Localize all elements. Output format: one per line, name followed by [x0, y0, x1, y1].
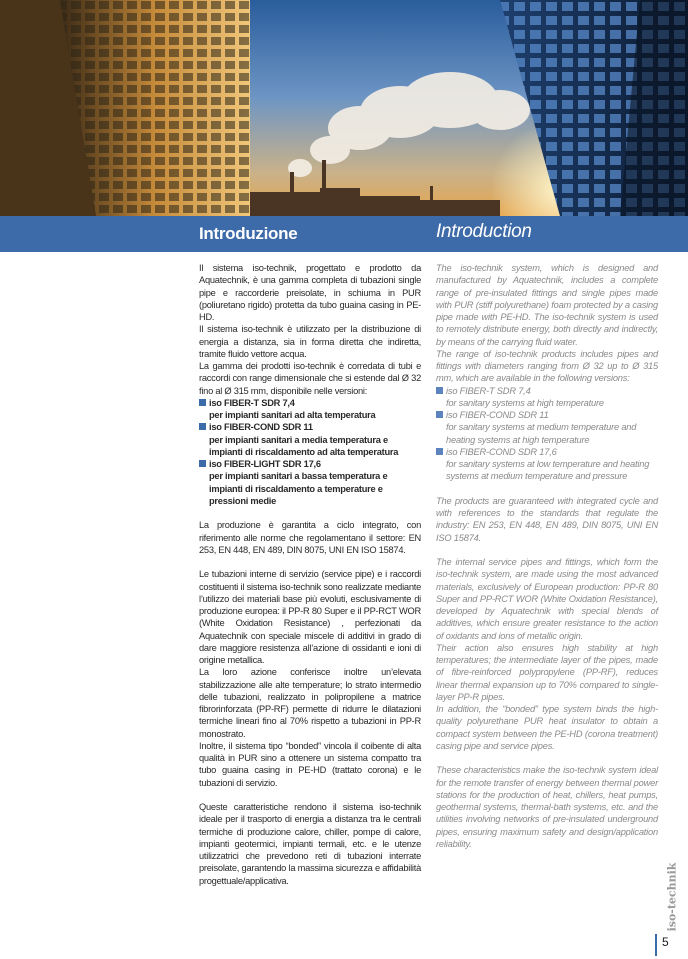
paragraph: Il sistema iso-technik, progettato e prodotto da Aquatechnik, è una gamma completa di tubazioni single pipe e raccorderie preisolate, in schiuma in PUR (poliuretano rigido) protetta da tubo guaina casing in PE-HD.: [199, 263, 421, 322]
page-number-rule: [655, 934, 657, 956]
version-item: [436, 409, 658, 446]
bullet-square-icon: [199, 423, 206, 430]
paragraph: Il sistema iso-technik è utilizzato per la distribuzione di energia a distanza, sia in forma diretta che indiretta, tramite fluido vettore acqua.: [199, 324, 421, 359]
paragraph: Queste caratteristiche rendono il sistema iso-technik ideale per il trasporto di energia a distanza tra le centrali termiche di produzione calore, chiller, pompe di calore, impianti geotermici, impianti termali, etc. e le utenze utilizzatrici che prevedono reti di tubazioni interrate preisolate, garantendo la massima sicurezza e affidabilità progettuale/applicativa.: [199, 802, 421, 886]
bullet-square-icon: [436, 411, 443, 418]
version-desc: for sanitary systems at low temperature and heating systems at medium temperature and pressure: [446, 459, 650, 482]
italian-column: [199, 262, 421, 887]
paragraph: These characteristics make the iso-technik system ideal for the remote transfer of energy between thermal power stations for the production of heat, chillers, heat pumps, geothermal systems, thermal-bath systems, etc. and the utilities involving networks of pre-insulated underground pipes, ensuring maximum safety and design/application reliability.: [436, 765, 658, 849]
version-desc: per impianti sanitari a bassa temperatura e impianti di riscaldamento a temperature e pressioni medie: [209, 471, 388, 506]
english-column: [436, 262, 658, 850]
hero-photo: [0, 0, 688, 216]
version-title: iso FIBER-COND SDR 17,6: [446, 446, 557, 457]
bullet-square-icon: [199, 399, 206, 406]
paragraph: La gamma dei prodotti iso-technik è corredata di tubi e raccordi con range dimensionale che si estende dal Ø 32 fino al Ø 315 mm, disponibile nelle versioni:: [199, 361, 421, 396]
version-item: [199, 421, 421, 458]
version-desc: for sanitary systems at high temperature: [446, 397, 604, 408]
page-number: 5: [662, 935, 669, 949]
paragraph: The iso-technik system, which is designed and manufactured by Aquatechnik, includes a complete range of pre-insulated fittings and single pipes made with PUR (stiff polyurethane) foam protected by a casing pipe made with PE-HD. The iso-technik system is used to remotely distribute energy, both directly and indirectly, by means of the carrying fluid water.: [436, 263, 658, 347]
paragraph: La loro azione conferisce inoltre un’elevata stabilizzazione alle alte temperature; lo strato intermedio delle tubazioni, realizzato in polipropilene a matrice fibrorinforzata (PP-RF) permette di ridurre le dilatazioni termiche lineari fino al 70% rispetto a tubazioni in PP-R monostrato.: [199, 667, 421, 739]
version-title: iso FIBER-T SDR 7,4: [446, 385, 531, 396]
version-title: iso FIBER-COND SDR 11: [209, 422, 313, 433]
section-header-band: [0, 216, 688, 252]
paragraph: Their action also ensures high stability at high temperatures; the intermediate layer of the pipes, made of fibre-reinforced polypropylene (PP-RF), reduces linear thermal expansion up to 70% compared to single-layer PP-R pipes.: [436, 642, 658, 702]
paragraph: La produzione è garantita a ciclo integrato, con riferimento alle norme che regolamentano il settore: EN 253, EN 448, EN 489, DIN 8075, UNI EN ISO 15874.: [199, 520, 421, 555]
brand-text: iso-technik: [665, 862, 679, 932]
version-title: iso FIBER-COND SDR 11: [446, 410, 549, 420]
paragraph: In addition, the “bonded” type system binds the high-quality polyurethane PUR heat insulator to obtain a compact system between the PE-HD (corona treatment) casing pipe and service pipes.: [436, 704, 658, 751]
version-title: iso FIBER-T SDR 7,4: [209, 397, 295, 408]
version-item: [199, 458, 421, 507]
version-desc: per impianti sanitari a media temperatura e impianti di riscaldamento ad alta temperatura: [209, 434, 399, 457]
paragraph: The internal service pipes and fittings, which form the iso-technik system, are made using the most advanced materials, exclusively of European production: PP-R 80 Super and PP-RCT WOR (White Oxidation Resistance), developed by Aquatechnik with special blends of additives, which ensure greater resistance to the action of oxidants and ions of metallic origin.: [436, 557, 658, 641]
header-italian: Introduzione: [199, 224, 298, 243]
bullet-square-icon: [199, 460, 206, 467]
paragraph: Le tubazioni interne di servizio (service pipe) e i raccordi costituenti il sistema iso-technik sono realizzate mediante l’utilizzo dei materiali base più evoluti, esclusivamente di produzione europea: il PP-R 80 Super e il PP-RCT WOR (White Oxidation Resistance) , perfezionati da Aquatechnik con speciale miscele di additivi in grado di dare maggiore resistenza all’azione di ossidanti e ioni di origine metallica.: [199, 569, 421, 665]
bullet-square-icon: [436, 387, 443, 394]
paragraph: Inoltre, il sistema tipo “bonded” vincola il coibente di alta qualità in PUR sino a ottenere un sistema compatto tra tubo guaina casing in PE-HD (trattato corona) e le tubazioni di servizio.: [199, 740, 421, 788]
bullet-square-icon: [436, 448, 443, 455]
header-english: Introduction: [436, 221, 532, 242]
version-title: iso FIBER-LIGHT SDR 17,6: [209, 459, 321, 469]
version-item: [199, 397, 421, 422]
version-item: [436, 385, 658, 410]
version-item: [436, 446, 658, 483]
brand-logo-vertical: [658, 862, 686, 932]
paragraph: The range of iso-technik products includes pipes and fittings with diameters ranging from Ø 32 up to Ø 315 mm, which are available in the following versions:: [436, 348, 658, 384]
version-desc: per impianti sanitari ad alta temperatura: [209, 410, 376, 420]
paragraph: The products are guaranteed with integrated cycle and with references to the standards that regulate the industry: EN 253, EN 448, EN 489, DIN 8075, UNI EN ISO 15874.: [436, 495, 658, 543]
version-desc: for sanitary systems at medium temperature and heating systems at high temperature: [446, 422, 637, 445]
